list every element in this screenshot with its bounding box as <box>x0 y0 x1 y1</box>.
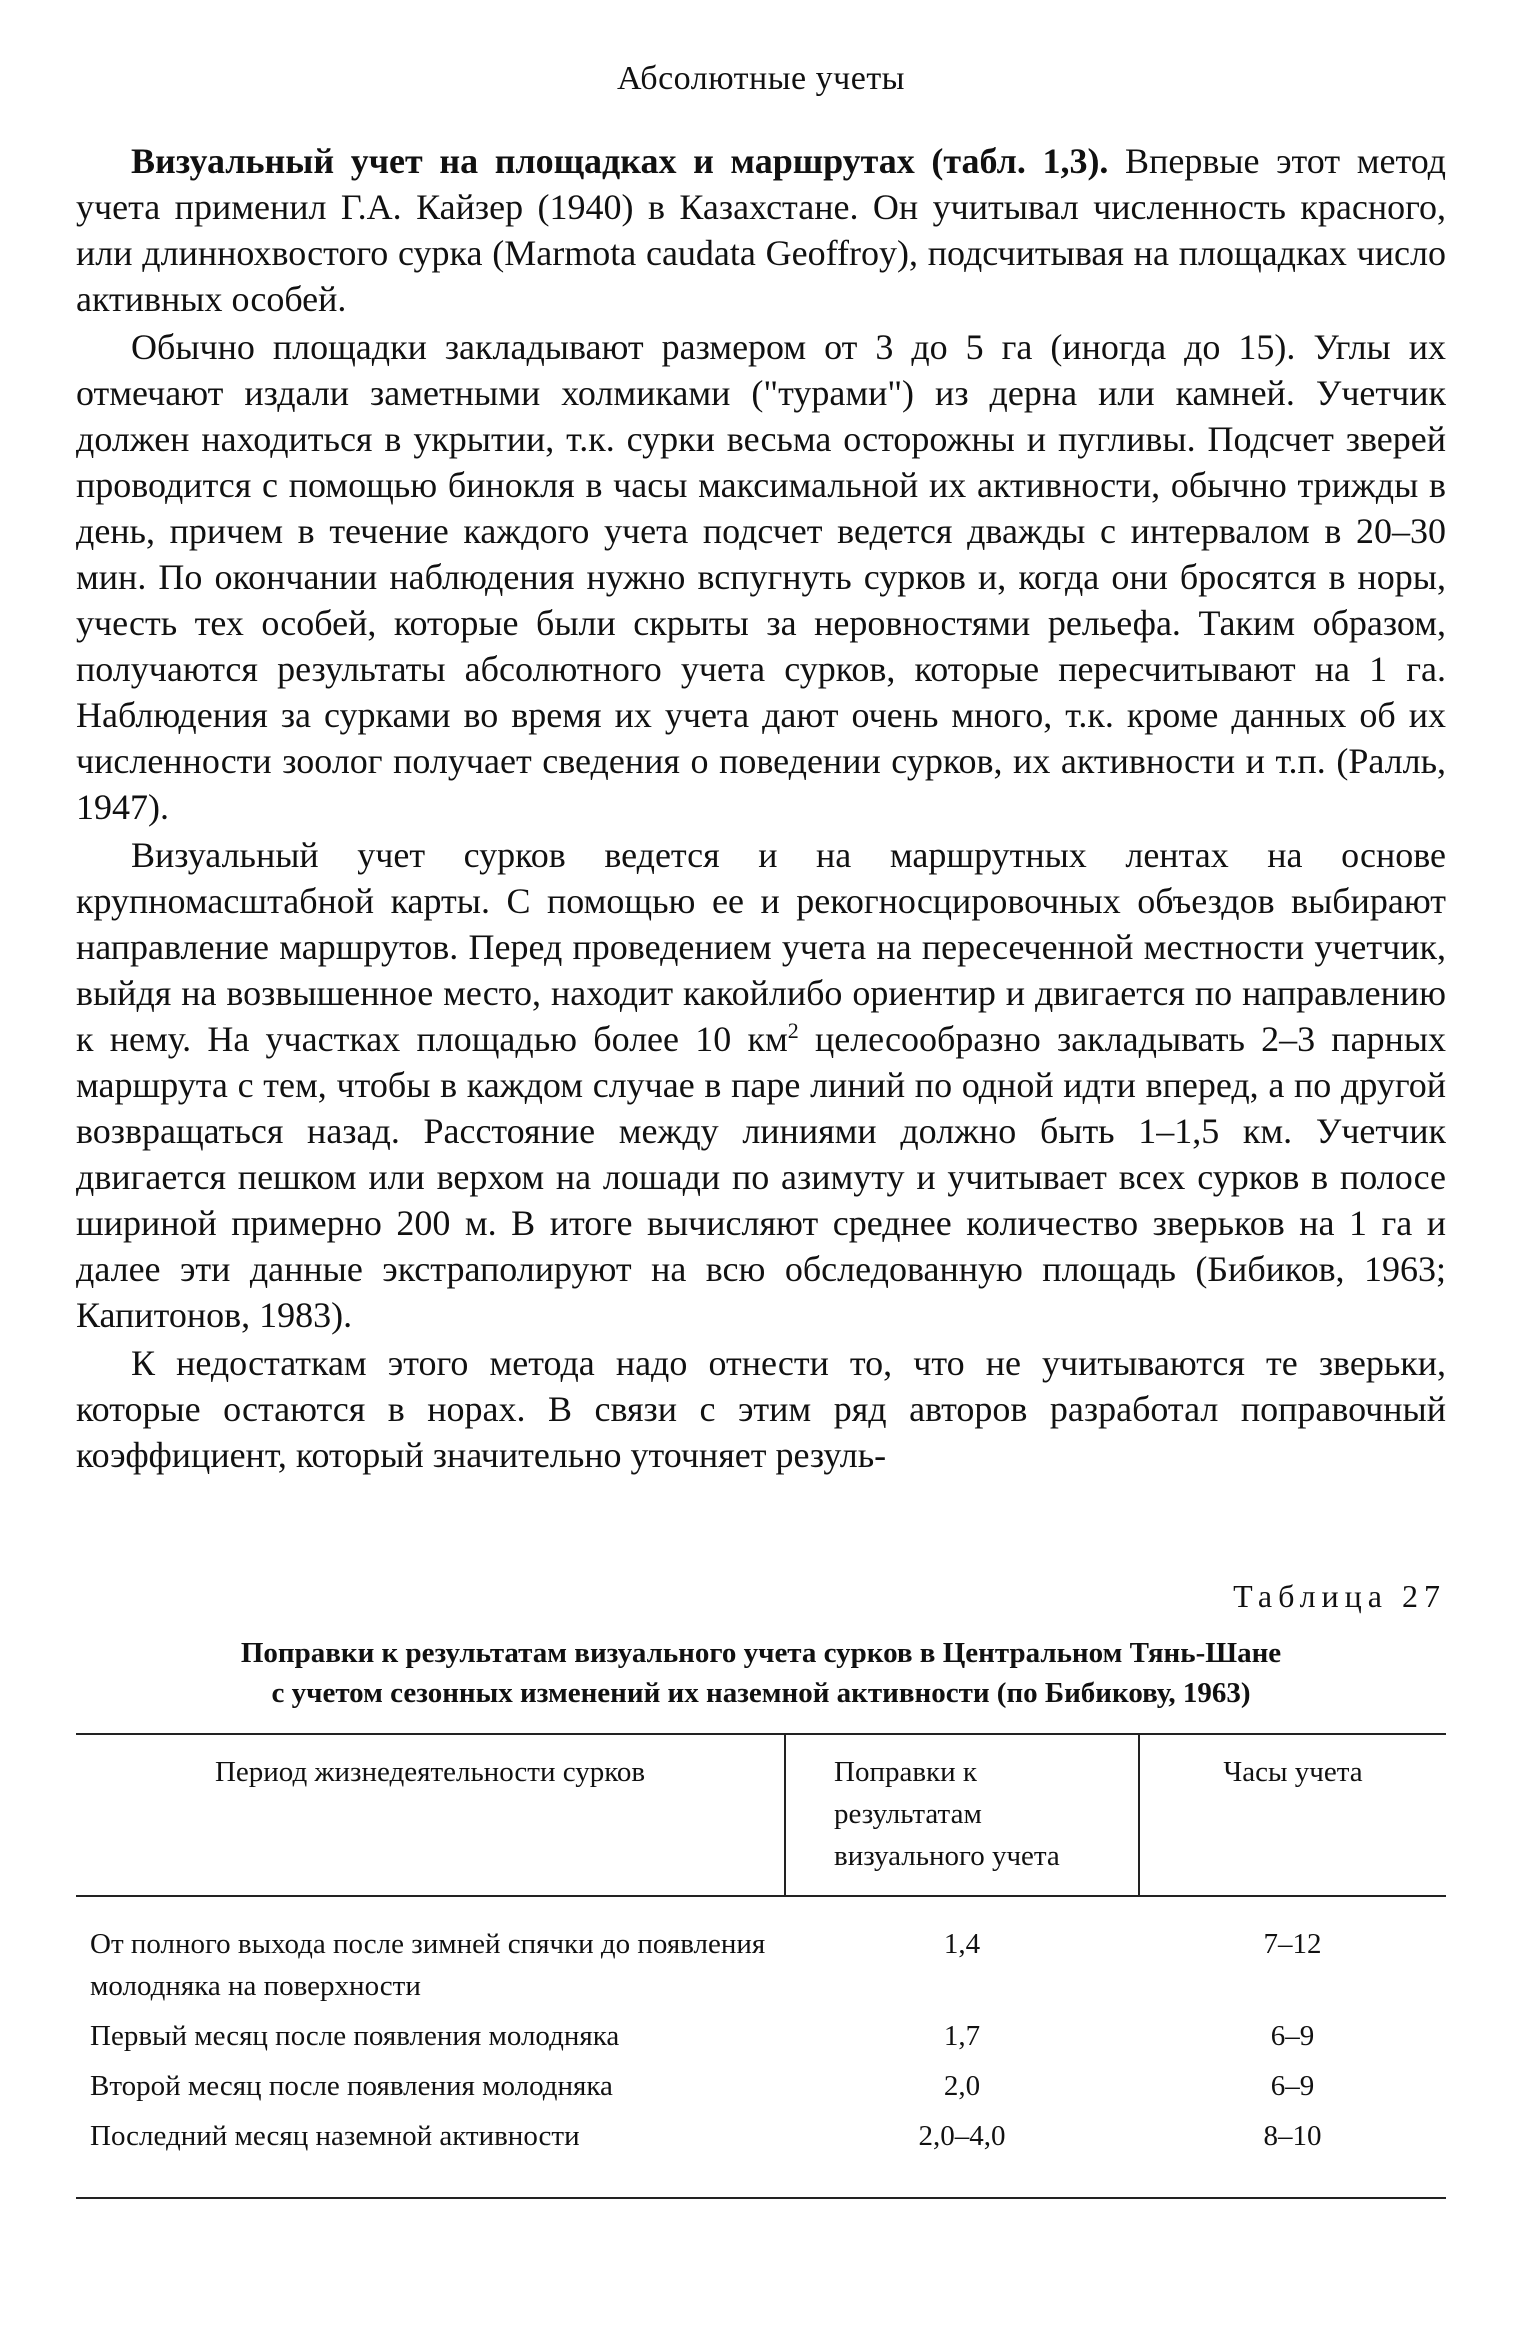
paragraph-1-lead: Визуальный учет на площадках и маршрутах (табл. 1,3). <box>131 141 1109 181</box>
table-title-line-2: с учетом сезонных изменений их наземной активности (по Бибикову, 1963) <box>271 1677 1251 1709</box>
table-header-row <box>76 1734 1446 1896</box>
paragraph-3-text-before: Визуальный учет сурков ведется и на маршрутных лентах на основе крупномасштабной карты. С помощью ее и рекогносцировочных объездов выбирают направление маршрутов. Перед проведением учета на пересеченной местности учетчик, выйдя на возвышенное место, находит какойлибо ориентир и двигается по направлению к нему. На участках площадью более 10 км <box>76 835 1446 1059</box>
cell-period: Первый месяц после появления молодняка <box>90 2020 620 2052</box>
paragraph-1-text: Впервые этот метод учета применил Г.А. Кайзер (1940) в Казахстане. Он учитывал численность красного, или длиннохвостого сурка (Marmota caudata Geoffroy), подсчитывая на площадках число активных особей. <box>76 141 1446 319</box>
cell-correction: 1,7 <box>943 2020 981 2052</box>
paragraph-1 <box>76 138 1446 322</box>
cell-correction: 2,0–4,0 <box>785 2111 1139 2198</box>
cell-correction: 2,0 <box>943 2070 981 2102</box>
table-caption: Таблица 27 <box>1233 1578 1446 1614</box>
header-period: Период жизнедеятельности сурков <box>76 1734 785 1896</box>
paragraph-3-text-after: целесообразно закладывать 2–3 парных маршрута с тем, чтобы в каждом случае в паре линий по одной идти вперед, а по другой возвращаться назад. Расстояние между линиями должно быть 1–1,5 км. Учетчик двигается пешком или верхом на лошади по азимуту и учитывает всех сурков в полосе шириной примерно 200 м. В итоге вычисляют среднее количество зверьков на 1 га и далее эти данные экстраполируют на всю обследованную площадь (Бибиков, 1963; Капитонов, 1983). <box>76 1019 1447 1335</box>
cell-hours: 8–10 <box>1139 2111 1446 2198</box>
table-row <box>76 1896 1446 2011</box>
table-row <box>76 2111 1446 2198</box>
cell-hours: 6–9 <box>1270 2070 1315 2102</box>
cell-correction: 1,4 <box>943 1928 981 1960</box>
table-title-line-1: Поправки к результатам визуального учета сурков в Центральном Тянь-Шане <box>240 1637 1282 1669</box>
running-head: Абсолютные учеты <box>616 60 906 97</box>
page <box>76 60 1446 2199</box>
cell-period: Последний месяц наземной активности <box>76 2111 785 2198</box>
table-row <box>76 2011 1446 2061</box>
cell-hours: 7–12 <box>1263 1928 1322 1960</box>
cell-hours: 6–9 <box>1270 2020 1315 2052</box>
header-hours: Часы учета <box>1139 1734 1446 1896</box>
paragraph-2: Обычно площадки закладывают размером от 3 до 5 га (иногда до 15). Углы их отмечают издали заметными холмиками ("турами") из дерна или камней. Учетчик должен находиться в укрытии, т.к. сурки весьма осторожны и пугливы. Подсчет зверей проводится с помощью бинокля в часы максимальной их активности, обычно трижды в день, причем в течение каждого учета подсчет ведется дважды с интервалом в 20–30 мин. По окончании наблюдения нужно вспугнуть сурков и, когда они бросятся в норы, учесть тех особей, которые были скрыты за неровностями рельефа. Таким образом, получаются результаты абсолютного учета сурков, которые пересчитывают на 1 га. Наблюдения за сурками во время их учета дают очень много, т.к. кроме данных об их численности зоолог получает сведения о поведении сурков, их активности и т.п. (Ралль, 1947). <box>76 327 1446 827</box>
table-row <box>76 2061 1446 2111</box>
paragraph-4: К недостаткам этого метода надо отнести то, что не учитываются те зверьки, которые остаются в норах. В связи с этим ряд авторов разработал поправочный коэффициент, который значительно уточняет резуль- <box>76 1343 1446 1475</box>
correction-table <box>76 1733 1446 2199</box>
paragraph-3 <box>76 832 1446 1338</box>
superscript-2: 2 <box>787 1018 799 1043</box>
cell-period: Второй месяц после появления молодняка <box>90 2070 613 2102</box>
cell-period: От полного выхода после зимней спячки до появления молодняка на поверхности <box>90 1928 766 2002</box>
table-title <box>76 1633 1446 1713</box>
header-correction: Поправки к результатам визуального учета <box>785 1734 1139 1896</box>
